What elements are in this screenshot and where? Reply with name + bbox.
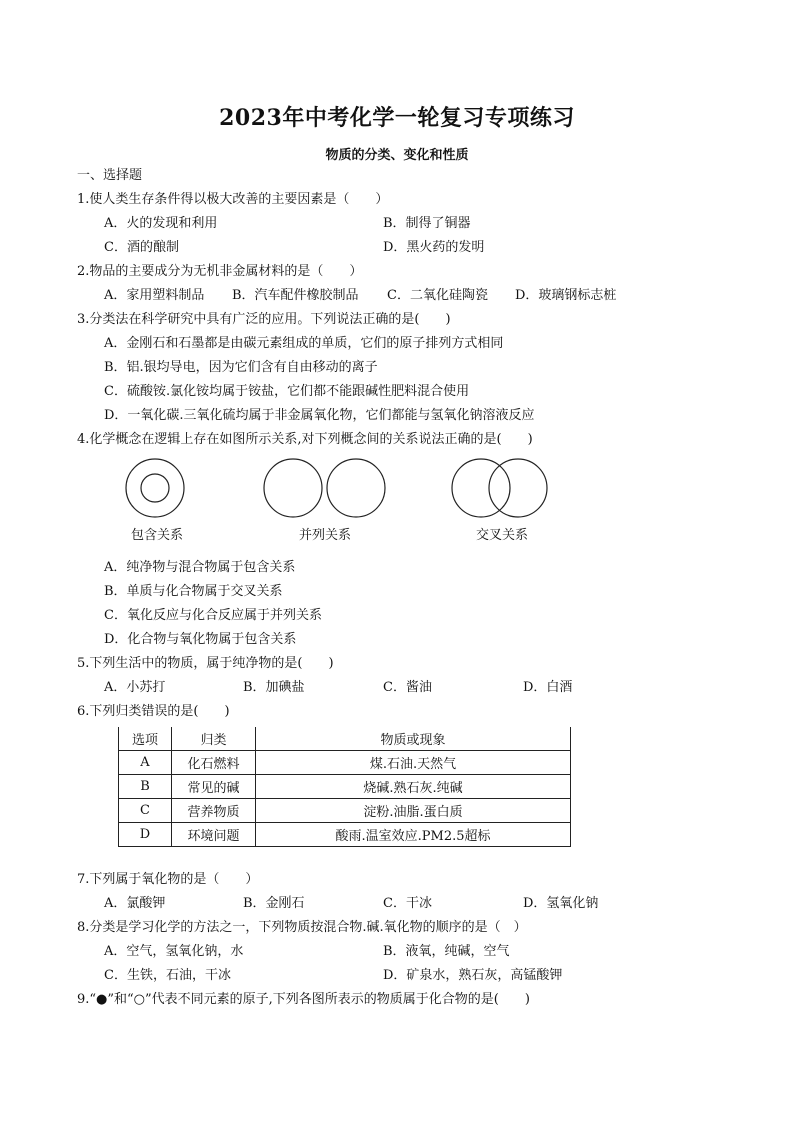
row-d-substance: 酸雨.温室效应.PM2.5超标 <box>256 823 571 847</box>
row-d-option: D <box>119 823 172 847</box>
page-title: 2023年中考化学一轮复习专项练习 <box>219 105 575 131</box>
question-5-stem: 5.下列生活中的物质，属于纯净物的是( ) <box>77 656 334 671</box>
header-category: 归类 <box>172 727 256 751</box>
row-a-substance: 煤.石油.天然气 <box>256 751 571 775</box>
q8-option-d: D．矿泉水，熟石灰，高锰酸钾 <box>383 968 563 983</box>
q1-option-a: A．火的发现和利用 <box>104 216 218 231</box>
question-1-stem: 1.使人类生存条件得以极大改善的主要因素是（ ） <box>77 192 389 207</box>
q3-option-b: B．铝.银均导电，因为它们含有自由移动的离子 <box>104 360 378 375</box>
q7-option-a: A．氯酸钾 <box>104 896 166 911</box>
row-b-option: B <box>119 775 172 799</box>
q3-option-d: D．一氧化碳.三氧化硫均属于非金属氧化物，它们都能与氢氧化钠溶液反应 <box>104 408 535 423</box>
q8-option-a: A．空气，氢氧化钠，水 <box>104 944 244 959</box>
q2-option-c: C．二氧化硅陶瓷 <box>387 288 488 303</box>
q4-option-a: A．纯净物与混合物属于包含关系 <box>104 560 296 575</box>
row-b-substance: 烧碱.熟石灰.纯碱 <box>256 775 571 799</box>
row-c-substance: 淀粉.油脂.蛋白质 <box>256 799 571 823</box>
section-heading: 一、选择题 <box>77 168 143 183</box>
table-row <box>119 823 571 847</box>
q2-option-d: D．玻璃钢标志桩 <box>515 288 617 303</box>
q5-option-a: A．小苏打 <box>104 680 166 695</box>
q1-option-b: B．制得了铜器 <box>383 216 471 231</box>
table-row <box>119 751 571 775</box>
label-parallel: 并列关系 <box>299 528 352 543</box>
row-d-category: 环境问题 <box>172 823 256 847</box>
q4-option-d: D．化合物与氧化物属于包含关系 <box>104 632 297 647</box>
relationship-diagram <box>0 0 794 560</box>
q5-option-c: C．酱油 <box>383 680 432 695</box>
table-header-row <box>119 727 571 751</box>
q2-option-b: B．汽车配件橡胶制品 <box>232 288 359 303</box>
question-6-stem: 6.下列归类错误的是( ) <box>77 704 230 719</box>
row-b-category: 常见的碱 <box>172 775 256 799</box>
page-subtitle: 物质的分类、变化和性质 <box>325 148 469 163</box>
header-substance: 物质或现象 <box>256 727 571 751</box>
label-intersection: 交叉关系 <box>476 528 529 543</box>
q7-option-b: B．金刚石 <box>243 896 305 911</box>
q5-option-b: B．加碘盐 <box>243 680 305 695</box>
question-4-stem: 4.化学概念在逻辑上存在如图所示关系,对下列概念间的关系说法正确的是( ) <box>77 432 533 447</box>
q1-option-c: C．酒的酿制 <box>104 240 179 255</box>
label-inclusion: 包含关系 <box>131 528 184 543</box>
question-9-stem: 9.“●”和“○”代表不同元素的原子,下列各图所表示的物质属于化合物的是( ) <box>77 992 530 1007</box>
question-7-stem: 7.下列属于氧化物的是（ ） <box>77 872 259 887</box>
table-row <box>119 799 571 823</box>
row-c-option: C <box>119 799 172 823</box>
q7-option-c: C．干冰 <box>383 896 432 911</box>
q2-option-a: A．家用塑料制品 <box>104 288 205 303</box>
q4-option-b: B．单质与化合物属于交叉关系 <box>104 584 283 599</box>
q4-option-c: C．氧化反应与化合反应属于并列关系 <box>104 608 322 623</box>
inclusion-diagram <box>126 459 184 517</box>
table-row <box>119 775 571 799</box>
q1-option-d: D．黑火药的发明 <box>383 240 485 255</box>
row-c-category: 营养物质 <box>172 799 256 823</box>
parallel-diagram <box>264 459 385 517</box>
q3-option-c: C．硫酸铵.氯化铵均属于铵盐，它们都不能跟碱性肥料混合使用 <box>104 384 470 399</box>
question-3-stem: 3.分类法在科学研究中具有广泛的应用。下列说法正确的是( ) <box>77 312 451 327</box>
question-2-stem: 2.物品的主要成分为无机非金属材料的是（ ） <box>77 264 363 279</box>
q7-option-d: D．氢氧化钠 <box>523 896 599 911</box>
row-a-category: 化石燃料 <box>172 751 256 775</box>
question-8-stem: 8.分类是学习化学的方法之一，下列物质按混合物.碱.氧化物的顺序的是（ ） <box>77 920 527 935</box>
q8-option-b: B．液氧，纯碱，空气 <box>383 944 510 959</box>
intersection-diagram <box>452 459 547 517</box>
classification-table <box>118 727 571 847</box>
q3-option-a: A．金刚石和石墨都是由碳元素组成的单质，它们的原子排列方式相同 <box>104 336 504 351</box>
header-option: 选项 <box>119 727 172 751</box>
row-a-option: A <box>119 751 172 775</box>
q5-option-d: D．白酒 <box>523 680 573 695</box>
q8-option-c: C．生铁，石油，干冰 <box>104 968 231 983</box>
